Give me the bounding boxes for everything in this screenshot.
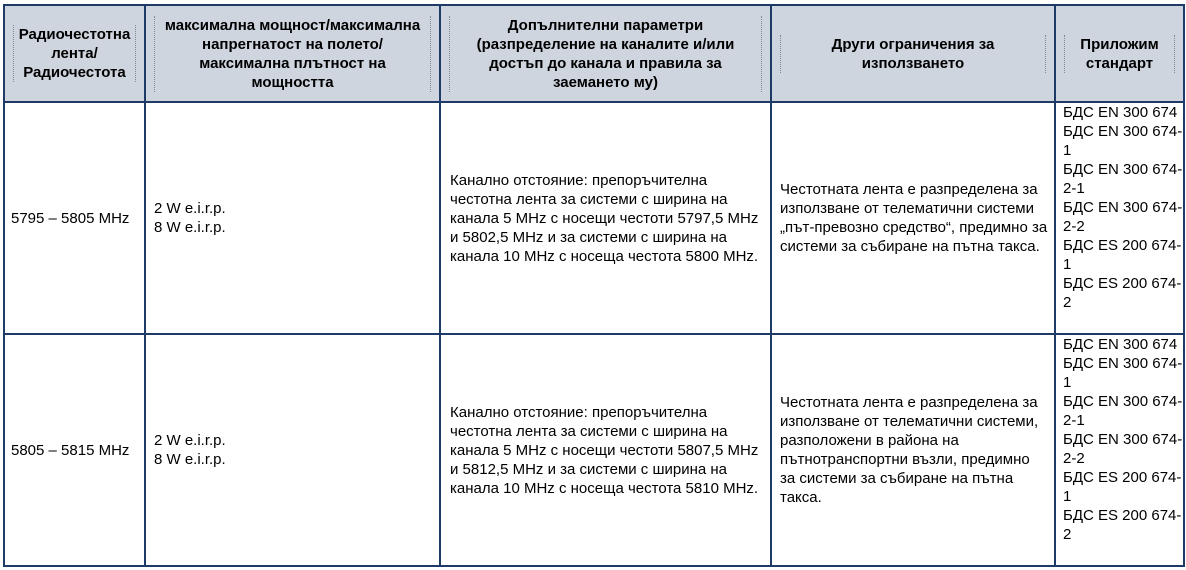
power-value: 2 W e.i.r.p. xyxy=(154,200,226,217)
standard-item: БДС EN 300 674-1 xyxy=(1063,355,1183,391)
other-restrictions-cell: Честотната лента е разпределена за използване от телематични системи, разположени в района на пътнотранспортни възли, предимно за системи за събиране на пътна такса. xyxy=(771,334,1055,566)
additional-params-cell: Канално отстояние: препоръчителна честотна лента за системи с ширина на канала 5 MHz с носещи честоти 5797,5 MHz и 5802,5 MHz и за системи с ширина на канала 10 MHz с носеща честота 5800 MHz. xyxy=(440,102,771,334)
standard-item: БДС ES 200 674-1 xyxy=(1063,469,1182,505)
header-frequency-band xyxy=(4,5,145,102)
other-restrictions-cell: Честотната лента е разпределена за използване от телематични системи „път-превозно средство“, предимно за системи за събиране на пътна такса. xyxy=(771,102,1055,334)
max-power-cell xyxy=(145,102,440,334)
header-frequency-band-label: Радиочестотна лента/Радиочестота xyxy=(13,25,136,82)
standard-item: БДС EN 300 674-1 xyxy=(1063,123,1183,159)
standard-item: БДС ES 200 674-2 xyxy=(1063,275,1182,311)
frequency-band-cell: 5805 – 5815 MHz xyxy=(4,334,145,566)
additional-params-cell: Канално отстояние: препоръчителна честотна лента за системи с ширина на канала 5 MHz с носещи честоти 5807,5 MHz и 5812,5 MHz и за системи с ширина на канала 10 MHz с носеща честота 5810 MHz. xyxy=(440,334,771,566)
header-additional-params-label: Допълнителни параметри (разпределение на каналите и/или достъп до канала и правила за заемането му) xyxy=(449,16,762,92)
frequency-band-table xyxy=(3,4,1185,567)
applicable-standard-cell xyxy=(1055,102,1184,334)
frequency-band-cell: 5795 – 5805 MHz xyxy=(4,102,145,334)
max-power-cell xyxy=(145,334,440,566)
standard-item: БДС EN 300 674-2-2 xyxy=(1063,199,1183,235)
header-applicable-standard xyxy=(1055,5,1184,102)
table-header-row xyxy=(4,5,1184,102)
table-row xyxy=(4,102,1184,334)
table-row xyxy=(4,334,1184,566)
header-applicable-standard-label: Приложим стандарт xyxy=(1064,35,1175,73)
standard-item: БДС EN 300 674-2-1 xyxy=(1063,161,1183,197)
power-value: 8 W e.i.r.p. xyxy=(154,451,226,468)
standard-item: БДС ES 200 674-2 xyxy=(1063,507,1182,543)
header-other-restrictions xyxy=(771,5,1055,102)
header-other-restrictions-label: Други ограничения за използването xyxy=(780,35,1046,73)
header-max-power-label: максимална мощност/максимална напрегнатост на полето/максимална плътност на мощността xyxy=(154,16,431,92)
power-value: 8 W e.i.r.p. xyxy=(154,219,226,236)
standard-item: БДС ES 200 674-1 xyxy=(1063,237,1182,273)
header-additional-params xyxy=(440,5,771,102)
power-value: 2 W e.i.r.p. xyxy=(154,432,226,449)
standard-item: БДС EN 300 674 xyxy=(1063,336,1178,353)
standard-item: БДС EN 300 674-2-2 xyxy=(1063,431,1183,467)
applicable-standard-cell xyxy=(1055,334,1184,566)
header-max-power xyxy=(145,5,440,102)
standard-item: БДС EN 300 674 xyxy=(1063,104,1178,121)
standard-item: БДС EN 300 674-2-1 xyxy=(1063,393,1183,429)
